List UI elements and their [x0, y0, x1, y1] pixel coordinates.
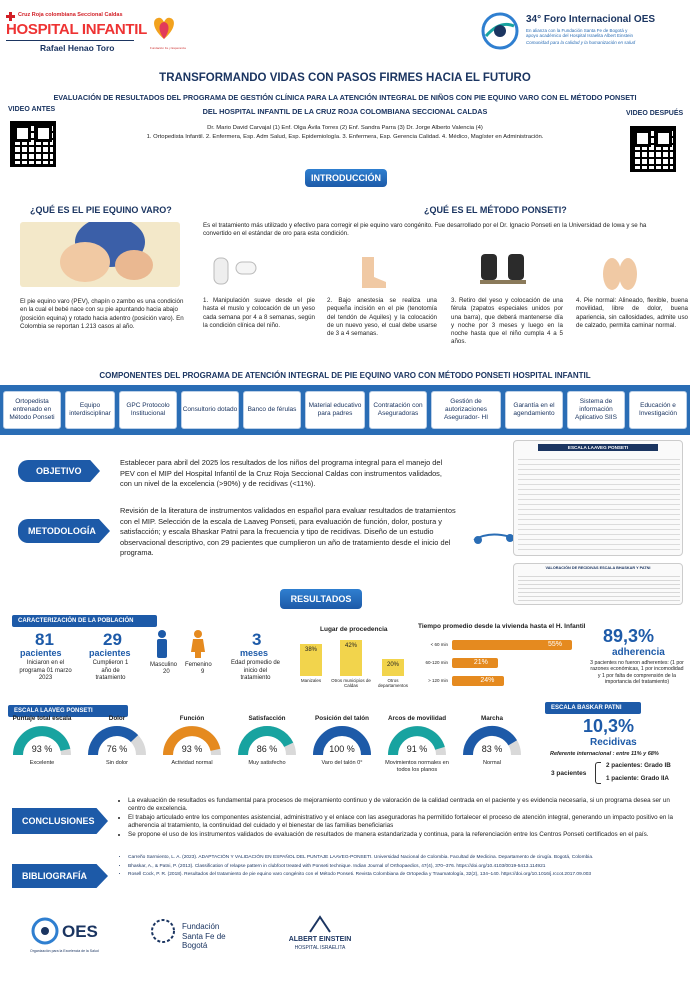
- laaveg-table: ESCALA LAAVEG PONSETI: [513, 440, 683, 556]
- step2-image: [352, 252, 392, 292]
- lugar-category-label: Manizales: [300, 678, 322, 683]
- authors: Dr. Mario David Carvajal (1) Enf. Olga Ávila Torres (2) Enf. Sandra Parra (3) Dr. Jorge Alberto Valencia (4): [207, 125, 483, 131]
- video-before-label: VIDEO ANTES: [8, 106, 56, 113]
- laaveg-gauges: [0, 715, 535, 785]
- red-cross-icon: [6, 12, 15, 21]
- step-1: 1. Manipulación suave desde el pie hasta el muslo y colocación de un yeso cada semana por 4 a 8 semanas, según la condición clínica del niño.: [203, 297, 315, 329]
- conclusiones-label: CONCLUSIONES: [22, 816, 95, 826]
- masc-label: Masculino: [150, 662, 178, 668]
- gauge-category: Satisfacción: [248, 715, 286, 722]
- bhaskar-patients: 3 pacientes: [551, 770, 587, 777]
- tiempo-title: Tiempo promedio desde la vivienda hasta el H. Infantil: [418, 623, 586, 630]
- conclusiones-list: [120, 797, 682, 839]
- lugar-bar-value: 38%: [304, 646, 317, 653]
- hospital-name: HOSPITAL INFANTIL: [6, 21, 148, 38]
- component-1: Ortopedista entrenado en Método Ponseti: [3, 391, 61, 429]
- gauge-category: Arcos de movilidad: [387, 715, 447, 722]
- masc-value: 20: [163, 669, 170, 675]
- fundacion-logo: Fundación Fe y Esperanza: [150, 15, 184, 55]
- tiempo-bar-value: 55%: [548, 641, 563, 648]
- adherence-label: adherencia: [612, 647, 665, 658]
- poster-title: TRANSFORMANDO VIDAS CON PASOS FIRMES HACIA EL FUTURO: [159, 72, 531, 84]
- component-8: Gestión de autorizaciones Asegurador- HI: [431, 391, 501, 429]
- oes-globe-icon: [480, 12, 520, 50]
- qr-code-before[interactable]: [10, 121, 56, 167]
- hospital-person: Rafael Henao Toro: [40, 43, 115, 53]
- q2-heading: ¿QUÉ ES EL MÉTODO PONSETI?: [424, 205, 567, 215]
- component-4: Consultorio dotado: [181, 391, 239, 429]
- component-11: Educación e Investigación: [629, 391, 687, 429]
- bhaskar-ref: Referente internacional : entre 11% y 68%: [550, 751, 659, 757]
- metodologia-text: Revisión de la literatura de instrumentos validados en español para evaluar resultados de tratamientos con el MIP. Selección de la escala de Laaveg Ponseti, para evaluación de función, dolor, postura y satisfacción; y escala Bhaskar Patni para la frecuencia y tipo de recidivas. Diseño de un estudio observacional descriptivo, con 29 pacientes que cumplieron un año de tratamiento desde el inicio del programa.: [120, 506, 456, 557]
- fem-label: Femenino: [185, 662, 212, 668]
- male-icon: [155, 630, 169, 658]
- tiempo-category-label: 60-120 min: [425, 660, 448, 665]
- foro-title: 34° Foro Internacional OES: [526, 14, 656, 25]
- n81-value: 81: [35, 630, 54, 649]
- component-6: Material educativo para padres: [305, 391, 365, 429]
- oes-footer-logo: OES Organización para la Excelencia de la Salud: [30, 916, 130, 956]
- affiliations: 1. Ortopedista Infantil. 2. Enfermera, Esp. Adm Salud, Esp. Epidemiología. 3. Enfermera, Esp. Gerencia Calidad. 4. Médico, Magíster en Administración.: [146, 134, 544, 140]
- component-2: Equipo interdisciplinar: [65, 391, 115, 429]
- gauge-sublabel: Varo del talón 0°: [321, 760, 363, 766]
- objetivo-label: OBJETIVO: [36, 466, 82, 476]
- baby-foot-image: [20, 222, 180, 287]
- n29-desc: Cumplieron 1 año de tratamiento: [92, 660, 129, 681]
- bhaskar-r2: 1 paciente: Grado IIA: [606, 775, 669, 782]
- video-after-label: VIDEO DESPUÉS: [626, 110, 684, 117]
- n3-label: meses: [240, 648, 269, 658]
- header-left-logo: [6, 10, 148, 56]
- lugar-category-label: Otros departamentos: [377, 678, 409, 688]
- component-3: GPC Protocolo Institucional: [119, 391, 177, 429]
- n29-value: 29: [103, 630, 122, 649]
- lugar-bar-value: 20%: [386, 662, 399, 668]
- step-2: 2. Bajo anestesia se realiza una pequeña incisión en el pie (tenotomía del tendón de Aquiles) y la colocación de un nuevo yeso, el cual debe usarse de 3 a 4 semanas.: [327, 297, 437, 338]
- einstein-logo: ALBERT EINSTEIN HOSPITAL ISRAELITA: [275, 914, 365, 954]
- tiempo-chart: [420, 636, 580, 690]
- gauge-sublabel: Muy satisfecho: [248, 760, 286, 766]
- lugar-chart: [290, 636, 420, 694]
- q2-text: Es el tratamiento más utilizado y efectivo para corregir el pie equino varo congénito. Fue desarrollado por el Dr. Ignacio Ponseti en la Universidad de Iowa y se ha convertido en el estándar de oro para esta condición.: [203, 222, 647, 238]
- einstein-mark-icon: [275, 914, 365, 934]
- component-10: Sistema de información Aplicativo SIIS: [567, 391, 625, 429]
- conclusion-item: • El trabajo articulado entre los componentes asistencial, administrativo y el enlace con las aseguradoras ha permitido fortalecer el proceso de atención integral, generando un impacto positivo en la adherencia al tratamiento, la continuidad del cuidado y el bienestar de las familias beneficiarias: [128, 814, 682, 831]
- adherence-value: 89,3%: [603, 626, 655, 646]
- gauge-sublabel: Movimientos normales en todos los planos: [385, 760, 449, 773]
- gauge-value: 91 %: [406, 744, 428, 754]
- resultados-pill: RESULTADOS: [280, 589, 362, 609]
- foot-brace-illustration: [470, 520, 518, 550]
- intro-pill: INTRODUCCIÓN: [305, 169, 387, 187]
- metodologia-label: METODOLOGÍA: [28, 526, 96, 536]
- gauge-category: Posición del talón: [315, 715, 369, 722]
- bhaskar-r1: 2 pacientes: Grado IB: [606, 762, 671, 769]
- biblio-item: • Rosell Cock, P. R. (2018). Resultados del tratamiento de pie equino varo congénito con el Método Ponseti. Revista Colombiana de Ortopedia y Traumatología, 32(2), 134–140. https://doi.org/10.1016/j.rccot.2017.09.003: [128, 871, 682, 880]
- lugar-category-label: Otros municipios de Caldas: [331, 678, 371, 688]
- n81-label: pacientes: [20, 648, 62, 658]
- q1-heading: ¿QUÉ ES EL PIE EQUINO VARO?: [30, 205, 172, 215]
- n3-value: 3: [252, 630, 262, 649]
- gauge-sublabel: Excelente: [29, 760, 55, 766]
- gauge-category: Marcha: [480, 715, 504, 722]
- component-7: Contratación con Aseguradoras: [369, 391, 427, 429]
- gauge-value: 76 %: [106, 744, 128, 754]
- tiempo-bar-value: 21%: [473, 659, 488, 666]
- step3-image: [478, 246, 528, 292]
- gauge-value: 86 %: [256, 744, 278, 754]
- gauge-value: 100 %: [329, 744, 355, 754]
- org-name: Cruz Roja colombiana Seccional Caldas: [18, 12, 123, 18]
- step1-image: [206, 250, 266, 290]
- conclusion-item: • Se propone el uso de los instrumentos validados de evaluación de resultados de manera estandarizada y continua, para la referenciación entre los Centros Ponseti certificados en el país.: [128, 831, 682, 839]
- gauge-value: 83 %: [481, 744, 503, 754]
- tiempo-category-label: < 60 min: [430, 642, 448, 647]
- qr-code-after[interactable]: [630, 126, 676, 172]
- gauge-value: 93 %: [181, 744, 203, 754]
- laaveg-title: ESCALA LAAVEG PONSETI: [8, 705, 128, 717]
- oes-header-logo: 34° Foro Internacional OES En alianza con la Fundación Santa Fe de Bogotá y apoyo académico del Hospital Israelita Albert Einstein Comunidad para la calidad y la humanización en salud: [480, 12, 680, 52]
- component-5: Banco de férulas: [243, 391, 301, 429]
- poster-subtitle-1: EVALUACIÓN DE RESULTADOS DEL PROGRAMA DE GESTIÓN CLÍNICA PARA LA ATENCIÓN INTEGRAL DE NIÑOS CON PIE EQUINO VARO CON EL MÉTODO PONSETI: [53, 93, 637, 102]
- gauge-sublabel: Actividad normal: [171, 760, 213, 766]
- tiempo-category-label: > 120 min: [428, 678, 448, 683]
- tiempo-bar-value: 24%: [480, 677, 495, 684]
- n29-label: pacientes: [89, 648, 131, 658]
- gauge-sublabel: Sin dolor: [105, 760, 129, 766]
- conclusion-item: • La evaluación de resultados es fundamental para procesos de mejoramiento continuo y de valoración de la calidad centrada en el paciente y es evidencia necesaria, si un programa desea ser un centro de excelencia.: [128, 797, 682, 814]
- tiempo-bar: [452, 676, 504, 686]
- fem-value: 9: [201, 669, 205, 675]
- biblio-item: • Bhaskar, A., & Patni, P. (2013). Classification of relapse pattern in clubfoot treated with Ponseti technique. Indian Journal of Orthopaedics, 47(4), 370–376. https://doi.org/10.4103/0019-5413.114921: [128, 863, 682, 872]
- poster-subtitle-2: DEL HOSPITAL INFANTIL DE LA CRUZ ROJA COLOMBIANA SECCIONAL CALDAS: [202, 107, 488, 116]
- gauge-value: 93 %: [31, 744, 53, 754]
- female-icon: [190, 630, 206, 658]
- bhaskar-table: VALORACIÓN DE RECIDIVAS ESCALA BHASKAR Y PATNI: [513, 563, 683, 605]
- n81-desc: Iniciaron en el programa 01 marzo 2023: [19, 660, 72, 681]
- bhaskar-label: Recidivas: [590, 737, 637, 748]
- biblio-label: BIBLIOGRAFÍA: [22, 871, 87, 881]
- gauge-category: Función: [179, 715, 205, 722]
- gauge-sublabel: Normal: [482, 760, 502, 766]
- biblio-list: [120, 854, 682, 880]
- fsfb-star-icon: [150, 918, 176, 944]
- step-3: 3. Retiro del yeso y colocación de una férula (zapatos especiales unidos por una barra), que deberá mantenerse día y noche por 3 meses y luego en la noche hasta que el niño cumpla 4 a 5 años.: [451, 297, 563, 346]
- gauge-category: Dolor: [108, 715, 126, 722]
- component-9: Garantía en el agendamiento: [505, 391, 563, 429]
- fsfb-logo: Fundación Santa Fe de Bogotá: [150, 918, 250, 948]
- bhaskar-value: 10,3%: [583, 716, 635, 736]
- n3-desc: Edad promedio de inicio del tratamiento: [230, 660, 281, 681]
- q1-text: El pie equino varo (PEV), chapín o zambo es una condición en la cual el bebé nace con su pie apuntando hacia abajo (posición equina) y rotado hacia adentro (posición varo). En Colombia se reportan 1.213 casos al año.: [20, 298, 184, 330]
- step4-image: [600, 252, 640, 292]
- components-title: COMPONENTES DEL PROGRAMA DE ATENCIÓN INTEGRAL DE PIE EQUINO VARO CON MÉTODO PONSETI HOSPITAL INFANTIL: [99, 371, 591, 380]
- lugar-bar-value: 42%: [344, 643, 357, 650]
- lugar-title: Lugar de procedencia: [320, 626, 388, 633]
- gauge-category: Puntaje total escala: [12, 715, 72, 722]
- bhaskar-brace: [595, 762, 601, 784]
- step-4: 4. Pie normal: Alineado, flexible, buena movilidad, libre de dolor, buena apariencia, sin callosidades, admite uso de calzado, permita caminar normal.: [576, 297, 688, 329]
- caract-title: CARACTERIZACIÓN DE LA POBLACIÓN: [12, 615, 157, 627]
- oes-globe-icon: [30, 916, 60, 946]
- objetivo-text: Establecer para abril del 2025 los resultados de los niños del programa integral para el manejo del PEV con el MIP del Hospital Infantil de la Cruz Roja Seccional Caldas con instrumentos validados, con un nivel de la excelencia (>90%) y de recidivas (<11%).: [120, 458, 443, 488]
- adherence-desc: 3 pacientes no fueron adherentes: (1 por razones económicas, 1 por incomodidad y 1 por falta de comprensión de la importancia del tratamiento): [590, 660, 684, 686]
- bhaskar-title: ESCALA BASKAR PATNI: [545, 702, 641, 714]
- biblio-item: • Carreño Sarmiento, L. A. (2023). ADAPTACIÓN Y VALIDACIÓN EN ESPAÑOL DEL PUNTAJE LAAVEG-PONSETI. Universidad Nacional de Colombia. Facultad de Medicina. Departamento de cirugía. Bogotá, Colombia.: [128, 854, 682, 863]
